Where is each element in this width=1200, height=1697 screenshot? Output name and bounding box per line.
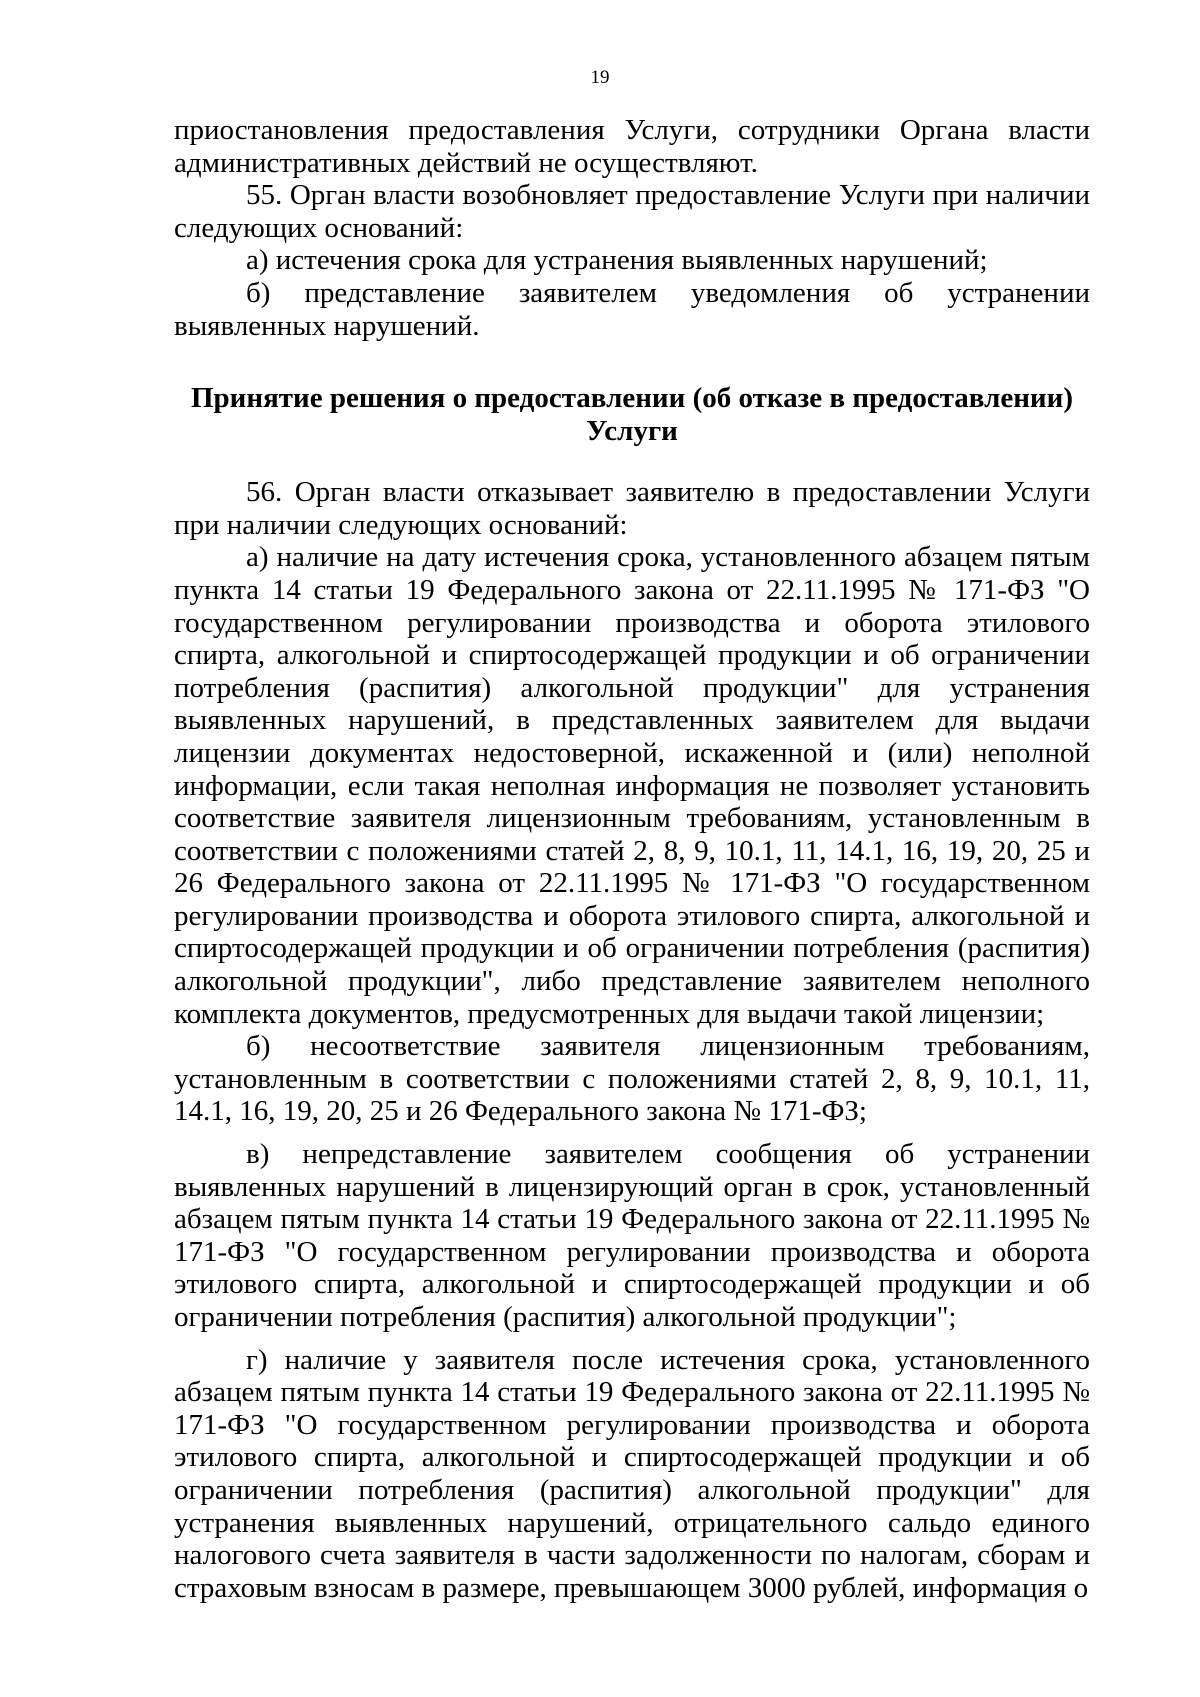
paragraph-item-56: 56. Орган власти отказывает заявителю в предоставлении Услуги при наличии следующих оснований: bbox=[174, 476, 1090, 541]
paragraph-continuation: приостановления предоставления Услуги, сотрудники Органа власти административных действий не осуществляют. bbox=[174, 114, 1090, 179]
document-body bbox=[174, 114, 1090, 1604]
section-heading-line-2: Услуги bbox=[586, 415, 678, 448]
section-heading-line-1: Принятие решения о предоставлении (об отказе в предоставлении) bbox=[191, 382, 1073, 415]
section-heading bbox=[174, 382, 1090, 448]
page-number: 19 bbox=[590, 67, 610, 88]
paragraph-item-55-a: а) истечения срока для устранения выявленных нарушений; bbox=[246, 244, 988, 277]
paragraph-item-56-v: в) непредставление заявителем сообщения об устранении выявленных нарушений в лицензирующий орган в срок, установленный абзацем пятым пункта 14 статьи 19 Федерального закона от 22.11.1995 № 171-ФЗ "О государственном регулировании производства и оборота этилового спирта, алкогольной и спиртосодержащей продукции и об ограничении потребления (распития) алкогольной продукции"; bbox=[174, 1138, 1090, 1333]
paragraph-item-56-a: а) наличие на дату истечения срока, установленного абзацем пятым пункта 14 статьи 19 Федерального закона от 22.11.1995 № 171-ФЗ "О государственном регулировании производства и оборота этилового спирта, алкогольной и спиртосодержащей продукции и об ограничении потребления (распития) алкогольной продукции" для устранения выявленных нарушений, в представленных заявителем для выдачи лицензии документах недостоверной, искаженной и (или) неполной информации, если такая неполная информация не позволяет установить соответствие заявителя лицензионным требованиям, установленным в соответствии с положениями статей 2, 8, 9, 10.1, 11, 14.1, 16, 19, 20, 25 и 26 Федерального закона от 22.11.1995 № 171-ФЗ "О государственном регулировании производства и оборота этилового спирта, алкогольной и спиртосодержащей продукции и об ограничении потребления (распития) алкогольной продукции", либо представление заявителем неполного комплекта документов, предусмотренных для выдачи такой лицензии; bbox=[174, 541, 1090, 1030]
paragraph-item-55-b: б) представление заявителем уведомления об устранении выявленных нарушений. bbox=[174, 276, 1090, 342]
paragraph-item-55: 55. Орган власти возобновляет предоставление Услуги при наличии следующих оснований: bbox=[174, 179, 1090, 244]
paragraph-item-56-g: г) наличие у заявителя после истечения срока, установленного абзацем пятым пункта 14 статьи 19 Федерального закона от 22.11.1995 № 171-ФЗ "О государственном регулировании производства и оборота этилового спирта, алкогольной и спиртосодержащей продукции и об ограничении потребления (распития) алкогольной продукции" для устранения выявленных нарушений, отрицательного сальдо единого налогового счета заявителя в части задолженности по налогам, сборам и страховым взносам в размере, превышающем 3000 рублей, информация о bbox=[174, 1343, 1090, 1604]
paragraph-item-56-b: б) несоответствие заявителя лицензионным требованиям, установленным в соответствии с положениями статей 2, 8, 9, 10.1, 11, 14.1, 16, 19, 20, 25 и 26 Федерального закона № 171-ФЗ; bbox=[174, 1030, 1090, 1128]
